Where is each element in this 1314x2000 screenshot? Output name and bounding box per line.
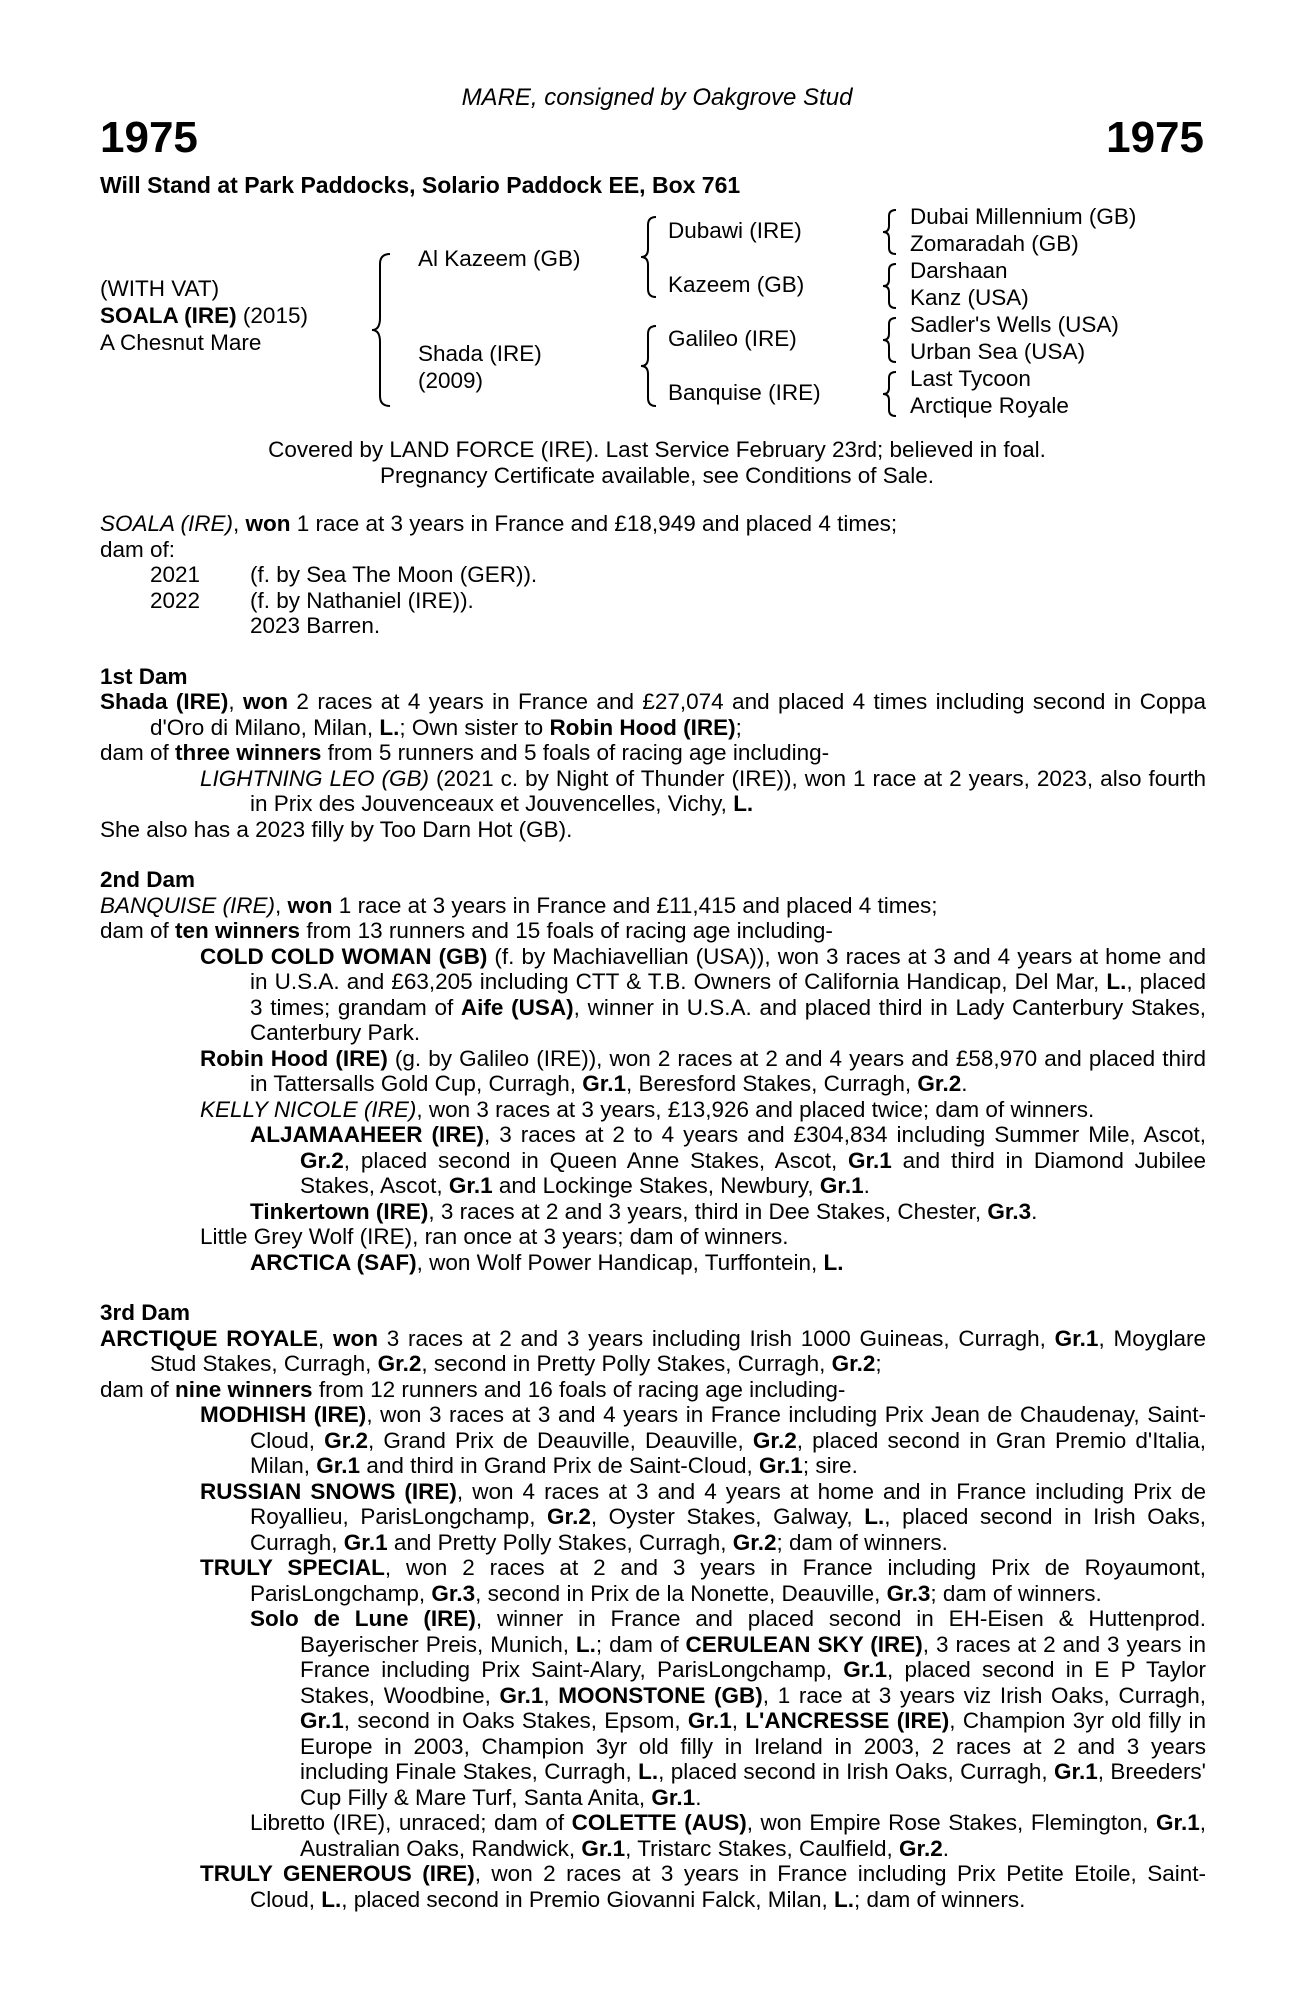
brace-dam [638,323,660,409]
gg-dam-sire-dam: Urban Sea (USA) [910,339,1086,364]
covered-line-1: Covered by LAND FORCE (IRE). Last Service February 23rd; believed in foal. [268,437,1046,462]
soala-record: SOALA (IRE), won 1 race at 3 years in France and £18,949 and placed 4 times; [100,511,898,536]
second-dam-record: BANQUISE (IRE), won 1 race at 3 years in France and £11,415 and placed 4 times; [100,892,938,918]
second-dam-produce-summary: dam of ten winners from 13 runners and 15 foals of racing age including- [100,918,833,943]
produce-tinkertown: Tinkertown (IRE), 3 races at 2 and 3 years, third in Dee Stakes, Chester, Gr.3. [250,1198,1038,1224]
horse-name: SOALA (IRE) [100,303,237,328]
dam: Shada (IRE) [418,341,542,366]
stand-location: Will Stand at Park Paddocks, Solario Paddock EE, Box 761 [100,172,741,198]
produce-lightning-leo: LIGHTNING LEO (GB) (2021 c. by Night of Thunder (IRE)), won 1 race at 2 years, 2023, also fourth in Prix des Jouvenceaux et Jouvencelles, Vichy, L. [200,765,1206,816]
covered-note [0,437,1314,488]
third-dam-heading: 3rd Dam [100,1300,191,1325]
horse-name-line [100,302,308,329]
brace-dd [880,369,900,419]
produce-modhish: MODHISH (IRE), won 3 races at 3 and 4 years in France including Prix Jean de Chaudenay, Saint-Cloud, Gr.2, Grand Prix de Deauville, Deauville, Gr.2, placed second in Gran Premio d'Italia, Milan, Gr.1 and third in Grand Prix de Saint-Cloud, Gr.1; sire. [200,1402,1206,1478]
gg-dam-dam-dam: Arctique Royale [910,393,1069,418]
produce-cold-cold-woman: COLD COLD WOMAN (GB) (f. by Machiavellian (USA)), won 3 races at 3 and 4 years at home and in U.S.A. and £63,205 including CTT & T.B. Owners of California Handicap, Del Mar, L., placed 3 times; grandam of Aife (USA), winner in U.S.A. and placed third in Lady Canterbury Stakes, Canterbury Park. [200,943,1207,1045]
brace-sire [638,214,660,300]
brace-ss [880,207,900,257]
produce-little-grey-wolf: Little Grey Wolf (IRE), ran once at 3 years; dam of winners. [200,1224,789,1249]
dam-dam: Banquise (IRE) [668,380,821,405]
dam-sire: Galileo (IRE) [668,326,797,351]
vat-note: (WITH VAT) [100,276,220,301]
first-dam-record: Shada (IRE), won 2 races at 4 years in France and £27,074 and placed 4 times including second in Coppa d'Oro di Milano, Milan, L.; Own sister to Robin Hood (IRE); [100,689,1206,740]
produce-arctica: ARCTICA (SAF), won Wolf Power Handicap, Turffontein, L. [250,1249,844,1275]
horse-year: (2015) [236,303,308,328]
gg-dam-sire-sire: Sadler's Wells (USA) [910,312,1119,337]
foal-row: 2022 (f. by Nathaniel (IRE)). [150,587,474,613]
produce-kelly-nicole: KELLY NICOLE (IRE), won 3 races at 3 years, £13,926 and placed twice; dam of winners. [200,1096,1095,1122]
brace-sd [880,261,900,311]
horse-description: A Chesnut Mare [100,330,262,355]
lot-number-right: 1975 [1106,113,1204,162]
third-dam-produce-summary: dam of nine winners from 12 runners and 16 foals of racing age including- [100,1376,846,1402]
consignment-line: MARE, consigned by Oakgrove Stud [461,84,853,111]
catalogue-body [100,511,1206,1912]
gg-sire-dam-sire: Darshaan [910,258,1008,283]
produce-libretto: Libretto (IRE), unraced; dam of COLETTE (AUS), won Empire Rose Stakes, Flemington, Gr.1, Australian Oaks, Randwick, Gr.1, Tristarc Stakes, Caulfield, Gr.2. [250,1810,1206,1861]
foal-row: 2023 Barren. [250,613,381,638]
foal-row: 2021 (f. by Sea The Moon (GER)). [150,562,538,587]
gg-sire-sire-sire: Dubai Millennium (GB) [910,204,1137,229]
produce-aljamaaheer: ALJAMAAHEER (IRE), 3 races at 2 to 4 years and £304,834 including Summer Mile, Ascot, Gr.2, placed second in Queen Anne Stakes, Ascot, Gr.1 and third in Diamond Jubilee Stakes, Ascot, Gr.1 and Lockinge Stakes, Newbury, Gr.1. [250,1122,1206,1198]
sire-sire: Dubawi (IRE) [668,218,802,243]
lot-number-left: 1975 [100,113,198,162]
gg-sire-dam-dam: Kanz (USA) [910,285,1029,310]
first-dam-heading: 1st Dam [100,663,188,689]
first-dam-also: She also has a 2023 filly by Too Darn Hot (GB). [100,816,573,842]
brace-ds [880,315,900,365]
sire: Al Kazeem (GB) [418,246,581,271]
dam-year: (2009) [418,368,484,393]
gg-sire-sire-dam: Zomaradah (GB) [910,231,1079,256]
second-dam-heading: 2nd Dam [100,867,196,892]
sire-dam: Kazeem (GB) [668,272,805,297]
produce-solo-de-lune: Solo de Lune (IRE), winner in France and placed second in EH-Eisen & Huttenprod. Bayerischer Preis, Munich, L.; dam of CERULEAN SKY (IRE), 3 races at 2 and 3 years in France including Prix Saint-Alary, ParisLongchamp, Gr.1, placed second in E P Taylor Stakes, Woodbine, Gr.1, MOONSTONE (GB), 1 race at 3 years viz Irish Oaks, Curragh, Gr.1, second in Oaks Stakes, Epsom, Gr.1, L'ANCRESSE (IRE), Champion 3yr old filly in Europe in 2003, Champion 3yr old filly in Ireland in 2003, 2 races at 2 and 3 years including Finale Stakes, Curragh, L., placed second in Irish Oaks, Curragh, Gr.1, Breeders' Cup Filly & Mare Turf, Santa Anita, Gr.1. [250,1606,1207,1810]
brace-main [370,250,396,410]
covered-line-2: Pregnancy Certificate available, see Conditions of Sale. [379,462,935,488]
gg-dam-dam-sire: Last Tycoon [910,366,1031,391]
produce-truly-special: TRULY SPECIAL, won 2 races at 2 and 3 years in France including Prix de Royaumont, ParisLongchamp, Gr.3, second in Prix de la Nonette, Deauville, Gr.3; dam of winners. [200,1555,1206,1606]
first-dam-produce-summary: dam of three winners from 5 runners and 5 foals of racing age including- [100,740,830,765]
produce-russian-snows: RUSSIAN SNOWS (IRE), won 4 races at 3 and 4 years at home and in France including Prix de Royallieu, ParisLongchamp, Gr.2, Oyster Stakes, Galway, L., placed second in Irish Oaks, Curragh, Gr.1 and Pretty Polly Stakes, Curragh, Gr.2; dam of winners. [200,1478,1206,1555]
third-dam-record: ARCTIQUE ROYALE, won 3 races at 2 and 3 years including Irish 1000 Guineas, Curragh, Gr.1, Moyglare Stud Stakes, Curragh, Gr.2, second in Pretty Polly Stakes, Curragh, Gr.2; [100,1325,1206,1376]
soala-dam-of: dam of: [100,536,176,562]
produce-truly-generous: TRULY GENEROUS (IRE), won 2 races at 3 years in France including Prix Petite Etoile, Saint-Cloud, L., placed second in Premio Giovanni Falck, Milan, L.; dam of winners. [200,1861,1206,1912]
produce-robin-hood: Robin Hood (IRE) (g. by Galileo (IRE)), won 2 races at 2 and 4 years and £58,970 and placed third in Tattersalls Gold Cup, Curragh, Gr.1, Beresford Stakes, Curragh, Gr.2. [200,1045,1206,1096]
